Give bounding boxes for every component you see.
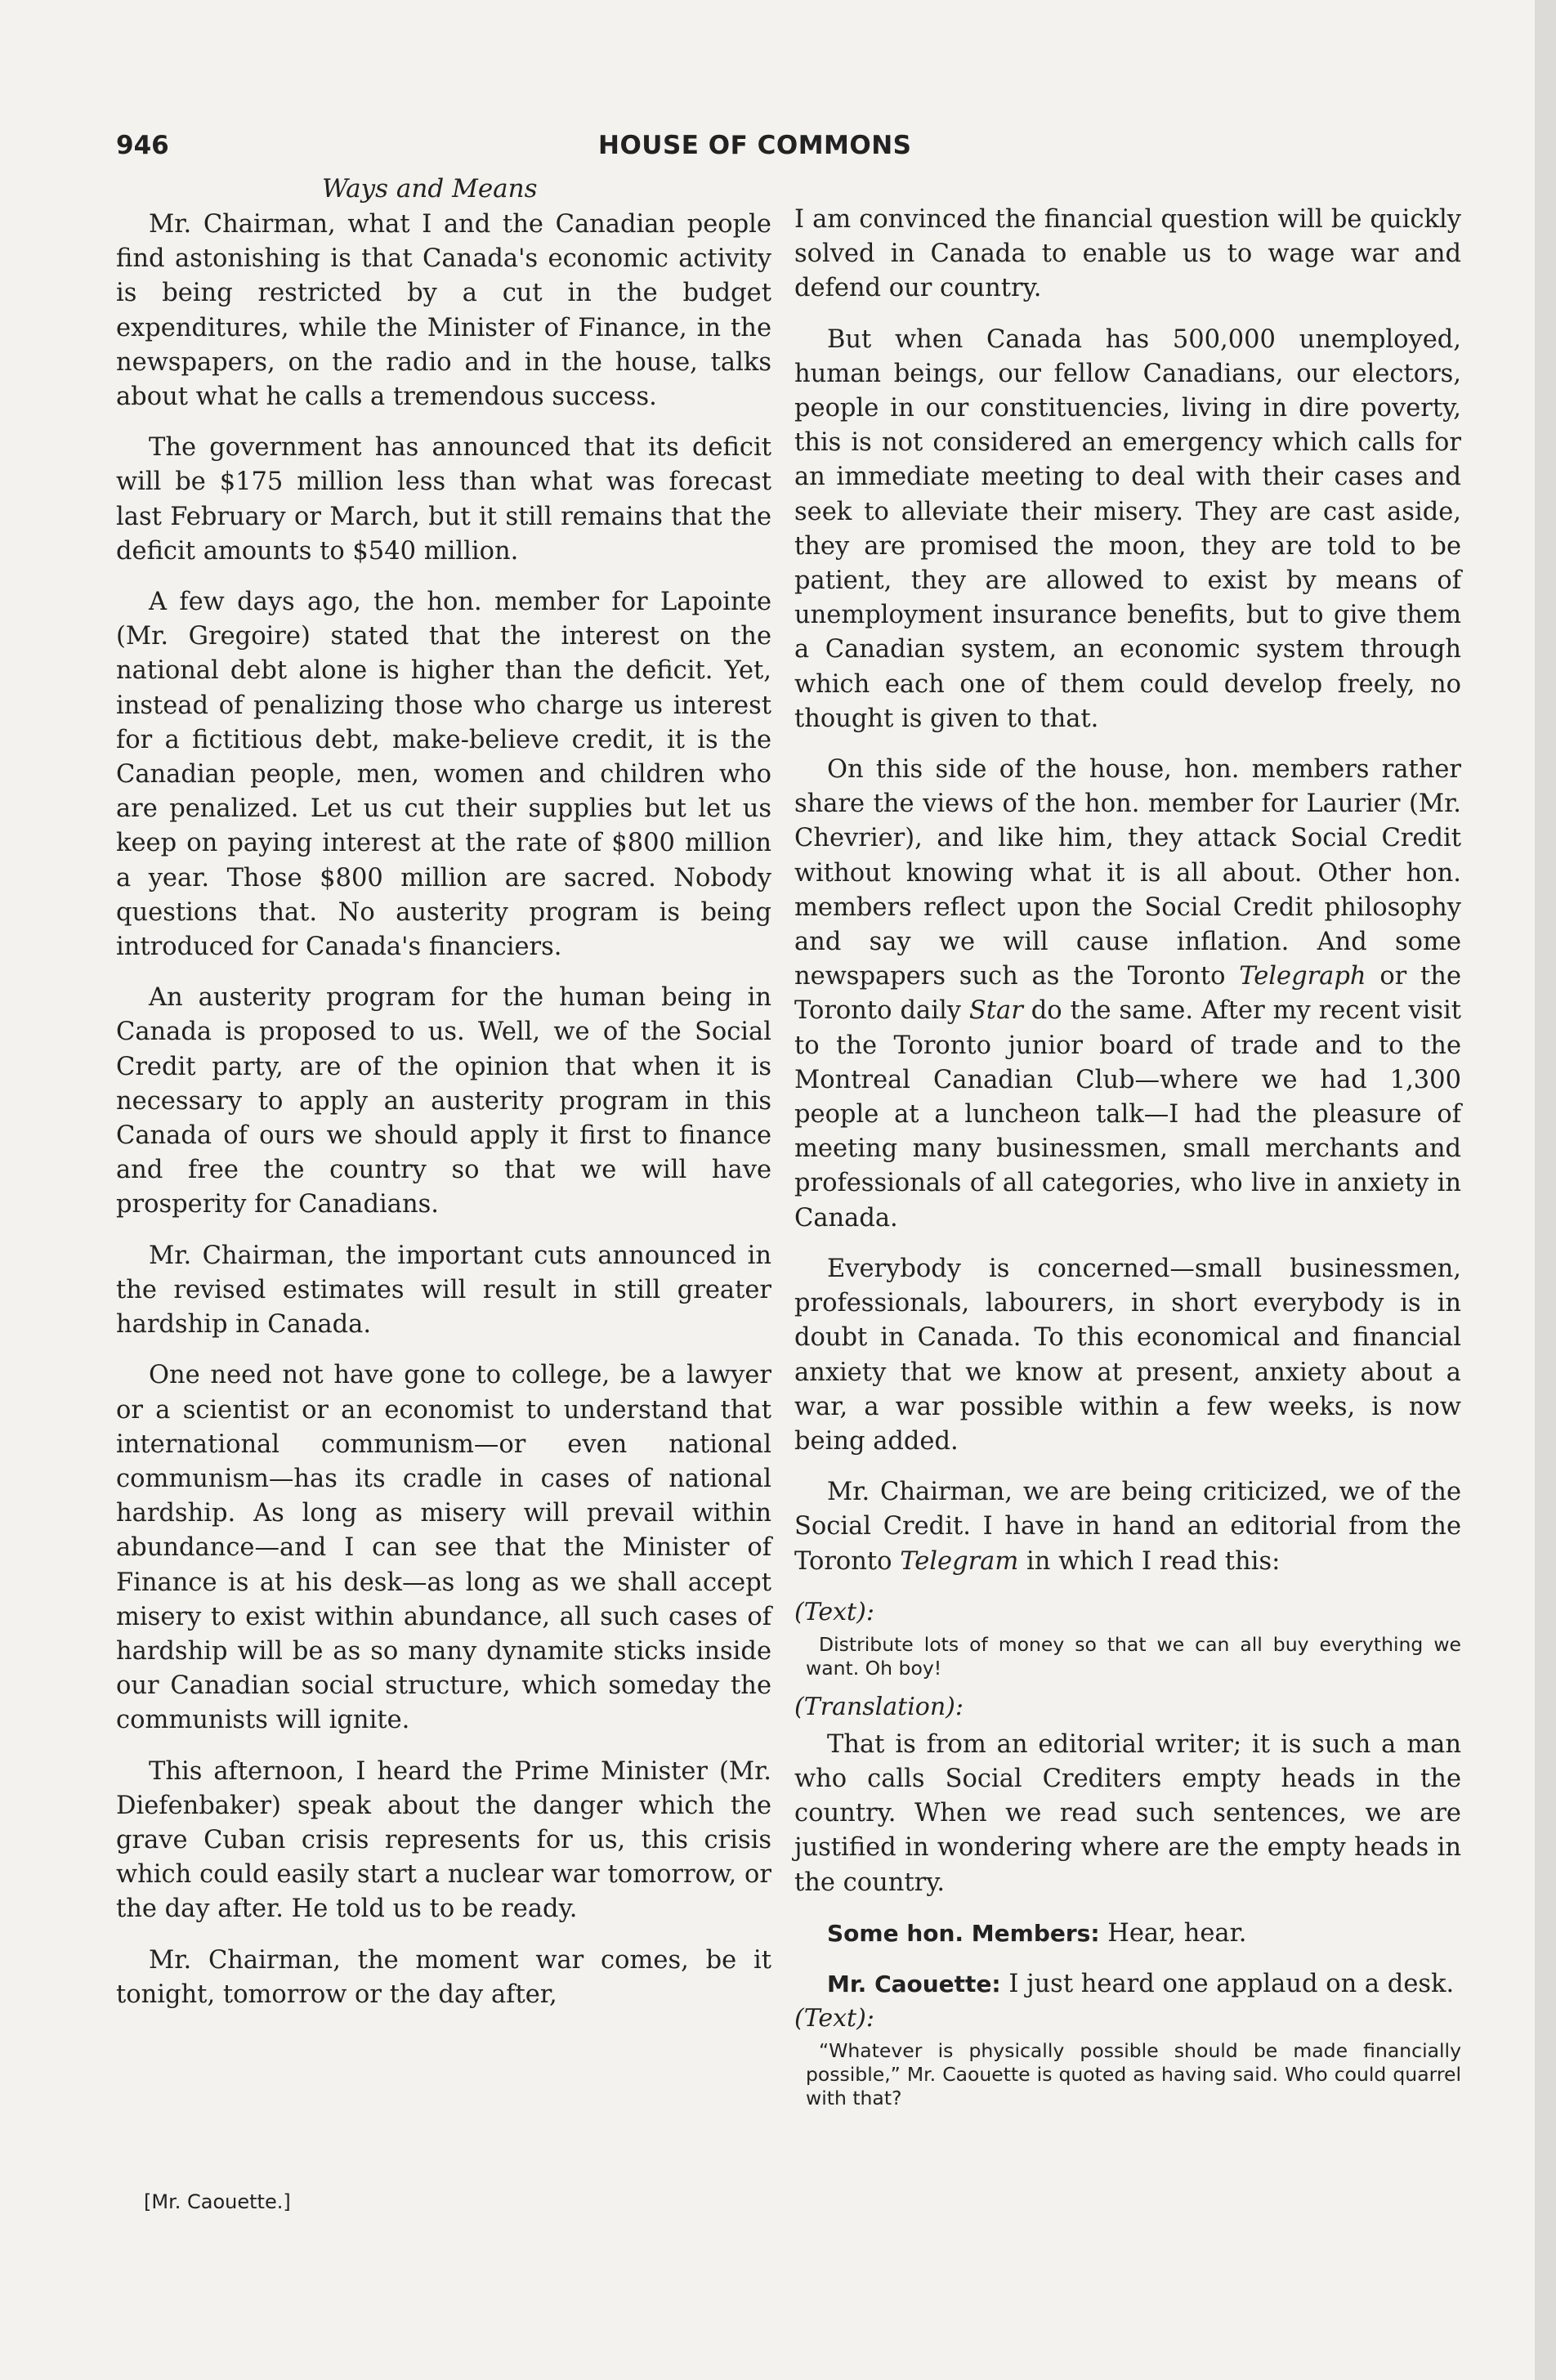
right-column xyxy=(794,203,1461,2120)
paragraph: That is from an editorial writer; it is such a man who calls Social Crediters empty heads in the country. When we read such sentences, we are justified in wondering where are the empty heads in the country. xyxy=(794,1729,1461,1897)
paragraph: This afternoon, I heard the Prime Minister (Mr. Diefenbaker) speak about the danger which the grave Cuban crisis represents for us, this crisis which could easily start a nuclear war tomorrow, or the day after. He told us to be ready. xyxy=(116,1756,771,1924)
speech-text: Hear, hear. xyxy=(1099,1918,1247,1948)
speech-paragraph xyxy=(794,1917,1461,1951)
newspaper-name: Star xyxy=(968,996,1023,1026)
paragraph xyxy=(794,1475,1461,1579)
newspaper-name: Telegram xyxy=(900,1546,1019,1576)
speaker-name: Some hon. Members: xyxy=(827,1919,1100,1947)
paragraph: An austerity program for the human being in Canada is proposed to us. Well, we of the Social Credit party, are of the opinion that when it is necessary to apply an austerity program in this Canada of ours we should apply it first to finance and free the country so that we will have prosperity for Canadians. xyxy=(116,983,771,1219)
text-run: or the Toronto daily xyxy=(794,962,1461,1026)
paragraph: I am convinced the financial question will be quickly solved in Canada to enable us to wage war and defend our country. xyxy=(794,205,1461,303)
text-run: On this side of the house, hon. members rather share the views of the hon. member for Laurier (Mr. Chevrier), and like him, they attack Social Credit without knowing what it is all about. Other hon. members reflect upon the Social Credit philosophy and say we will cause inflation. And some newspapers such as the Toronto xyxy=(794,755,1461,991)
text-run: do the same. After my recent visit to the Toronto junior board of trade and to the Montreal Canadian Club—where we had 1,300 people at a luncheon talk—I had the pleasure of meeting many businessmen, small merchants and professionals of all categories, who live in anxiety in Canada. xyxy=(794,996,1461,1232)
translation-marker: (Translation): xyxy=(794,1692,964,1721)
text-run: Mr. Chairman, we are being criticized, we of the Social Credit. I have in hand an editorial from the Toronto xyxy=(794,1478,1461,1576)
paragraph: A few days ago, the hon. member for Lapointe (Mr. Gregoire) stated that the interest on the national debt alone is higher than the deficit. Yet, instead of penalizing those who charge us interest for a fictitious debt, make-believe credit, it is the Canadian people, men, women and children who are penalized. Let us cut their supplies but let us keep on paying interest at the rate of $800 million a year. Those $800 million are sacred. Nobody questions that. No austerity program is being introduced for Canada's financiers. xyxy=(116,588,771,962)
left-column xyxy=(116,172,771,2029)
paragraph: But when Canada has 500,000 unemployed, human beings, our fellow Canadians, our electors, people in our constituencies, living in dire poverty, this is not considered an emergency which calls for an immediate meeting to deal with their cases and seek to alleviate their misery. They are cast aside, they are promised the moon, they are told to be patient, they are allowed to exist by means of unemployment insurance benefits, but to give them a Canadian system, an economic system through which each one of them could develop freely, no thought is given to that. xyxy=(794,324,1461,733)
paragraph xyxy=(794,753,1461,1236)
speech-paragraph xyxy=(794,1967,1461,2002)
text-marker: (Text): xyxy=(794,2004,874,2033)
speaker-footer: [Mr. Caouette.] xyxy=(144,2190,291,2213)
speech-text: I just heard one applaud on a desk. xyxy=(1000,1969,1455,1998)
speaker-name: Mr. Caouette: xyxy=(827,1970,1001,1998)
section-subtitle: Ways and Means xyxy=(322,174,538,204)
paragraph: Everybody is concerned—small businessmen, professionals, labourers, in short everybody is in doubt in Canada. To this economical and financial anxiety that we know at present, anxiety about a war, a war possible within a few weeks, is now being added. xyxy=(794,1254,1461,1456)
newspaper-name: Telegraph xyxy=(1239,962,1366,991)
page-edge xyxy=(1535,0,1556,2380)
paragraph: Mr. Chairman, what I and the Canadian people find astonishing is that Canada's economic activity is being restricted by a cut in the budget expenditures, while the Minister of Finance, in the newspapers, on the radio and in the house, talks about what he calls a tremendous success. xyxy=(116,210,771,412)
paragraph: One need not have gone to college, be a lawyer or a scientist or an economist to understand that international communism—or even national communism—has its cradle in cases of national hardship. As long as misery will prevail within abundance—and I can see that the Minister of Finance is at his desk—as long as we shall accept misery to exist within abundance, all such cases of hardship will be as so many dynamite sticks inside our Canadian social structure, which someday the communists will ignite. xyxy=(116,1361,771,1735)
page-title: HOUSE OF COMMONS xyxy=(598,131,912,160)
block-quote: “Whatever is physically possible should be made financially possible,” Mr. Caouette is quoted as having said. Who could quarrel with that? xyxy=(806,2039,1461,2110)
paragraph: Mr. Chairman, the moment war comes, be it tonight, tomorrow or the day after, xyxy=(116,1945,771,2009)
text-run: in which I read this: xyxy=(1018,1546,1281,1576)
paragraph: The government has announced that its deficit will be $175 million less than what was forecast last February or March, but it still remains that the deficit amounts to $540 million. xyxy=(116,433,771,566)
text-marker: (Text): xyxy=(794,1597,874,1626)
running-head xyxy=(116,131,1455,172)
paragraph: Mr. Chairman, the important cuts announced in the revised estimates will result in still greater hardship in Canada. xyxy=(116,1241,771,1340)
block-quote: Distribute lots of money so that we can all buy everything we want. Oh boy! xyxy=(806,1632,1461,1680)
page-number: 946 xyxy=(116,131,169,160)
